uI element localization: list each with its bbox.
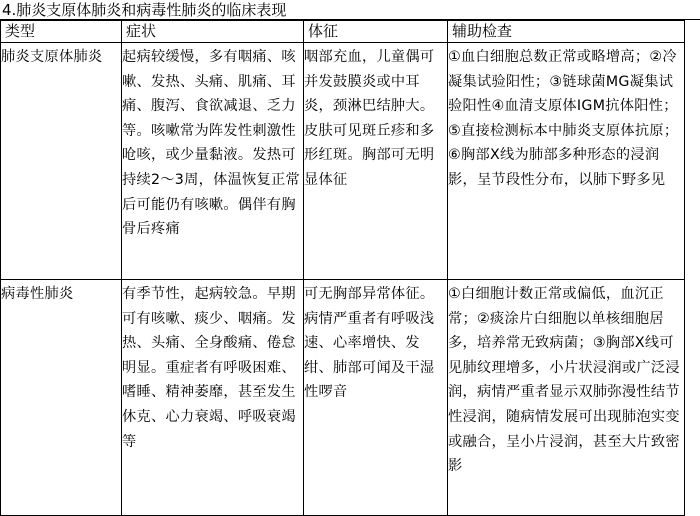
type-text: 肺炎支原体肺炎 <box>1 49 103 65</box>
header-exams: 辅助检查 <box>448 21 685 43</box>
signs-text: 咽部充血，儿童偶可并发鼓膜炎或中耳炎，颈淋巴结肿大。皮肤可见斑丘疹和多形红斑。胸部可无明显体征 <box>304 49 435 188</box>
header-type: 类型 <box>1 21 122 43</box>
cell-symptoms <box>122 280 304 516</box>
exams-text: ①血白细胞总数正常或略增高；②冷凝集试验阳性；③链球菌MG凝集试验阳性④血清支原体IGM抗体阳性；⑤直接检测标本中肺炎支原体抗原；⑥胸部X线为肺部多种形态的浸润影，呈节段性分布，以肺下野多见 <box>448 49 679 188</box>
cell-type <box>1 43 122 280</box>
type-text: 病毒性肺炎 <box>1 286 74 302</box>
cell-symptoms <box>122 43 304 280</box>
header-symptoms: 症状 <box>122 21 304 43</box>
symptoms-text: 有季节性，起病较急。早期可有咳嗽、痰少、咽痛。发热、头痛、全身酸痛、倦怠明显。重症者有呼吸困难、嗜睡、精神萎靡，甚至发生休克、心力衰竭、呼吸衰竭等 <box>122 286 296 450</box>
cell-exams <box>448 280 685 516</box>
table-row <box>1 280 685 516</box>
header-signs: 体征 <box>304 21 448 43</box>
clinical-manifestations-table <box>0 20 685 516</box>
table-row <box>1 43 685 280</box>
table-header-row <box>1 21 685 43</box>
cell-type <box>1 280 122 516</box>
document-title: 4.肺炎支原体肺炎和病毒性肺炎的临床表现 <box>0 0 700 20</box>
cell-signs <box>304 280 448 516</box>
cell-signs <box>304 43 448 280</box>
cell-exams <box>448 43 685 280</box>
exams-text: ①白细胞计数正常或偏低，血沉正常；②痰涂片白细胞以单核细胞居多，培养常无致病菌；③胸部X线可见肺纹理增多，小片状浸润或广泛浸润，病情严重者显示双肺弥漫性结节性浸润，随病情发展可出现肺泡实变或融合，呈小片浸润，甚至大片致密影 <box>448 286 680 475</box>
symptoms-text: 起病较缓慢，多有咽痛、咳嗽、发热、头痛、肌痛、耳痛、腹泻、食欲减退、乏力等。咳嗽常为阵发性刺激性呛咳，或少量黏液。发热可持续2～3周，体温恢复正常后可能仍有咳嗽。偶伴有胸骨后疼痛 <box>122 49 301 238</box>
signs-text: 可无胸部异常体征。病情严重者有呼吸浅速、心率增快、发绀、肺部可闻及干湿性啰音 <box>304 286 435 401</box>
